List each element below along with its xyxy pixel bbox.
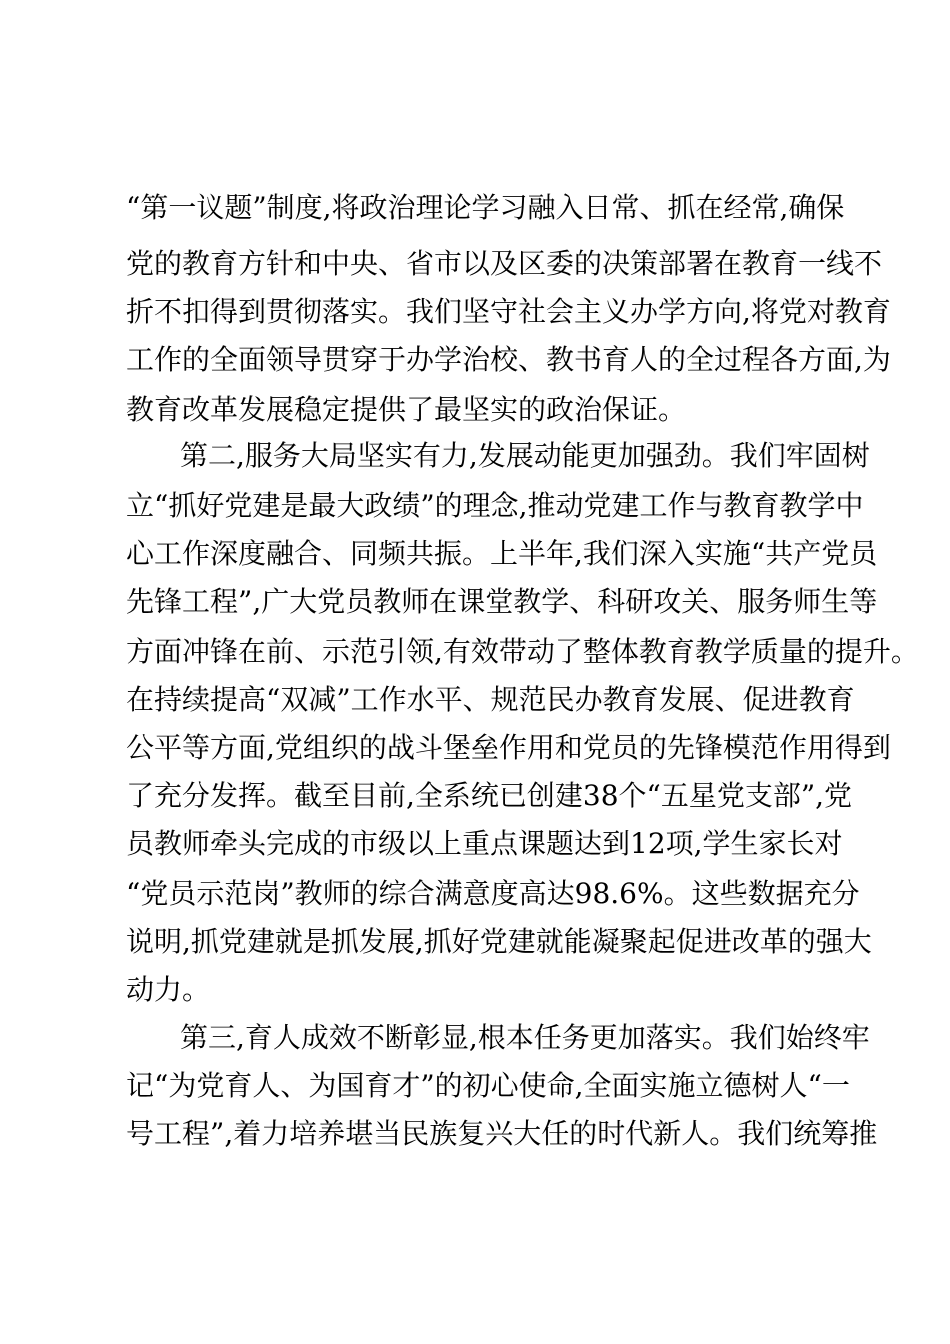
text-line-3: 折不扣得到贯彻落实。我们坚守社会主义办学方向,将党对教育 bbox=[126, 295, 891, 328]
text-line-16: 说明,抓党建就是抓发展,抓好党建就能凝聚起促进改革的强大 bbox=[126, 925, 872, 958]
text-line-9: 先锋工程”,广大党员教师在课堂教学、科研攻关、服务师生等 bbox=[126, 585, 878, 618]
text-line-8: 心工作深度融合、同频共振。上半年,我们深入实施“共产党员 bbox=[126, 537, 878, 570]
text-line-17: 动力。 bbox=[126, 973, 211, 1006]
text-line-12: 公平等方面,党组织的战斗堡垒作用和党员的先锋模范作用得到 bbox=[126, 731, 891, 764]
text-line-19: 记“为党育人、为国育才”的初心使命,全面实施立德树人“一 bbox=[126, 1069, 850, 1102]
text-line-2: 党的教育方针和中央、省市以及区委的决策部署在教育一线不 bbox=[126, 247, 883, 280]
text-line-14: 员教师牵头完成的市级以上重点课题达到12项,学生家长对 bbox=[126, 827, 843, 860]
text-line-20: 号工程”,着力培养堪当民族复兴大任的时代新人。我们统筹推 bbox=[126, 1117, 878, 1150]
text-line-6: 第二,服务大局坚实有力,发展动能更加强劲。我们牢固树 bbox=[180, 439, 870, 472]
text-line-10: 方面冲锋在前、示范引领,有效带动了整体教育教学质量的提升。 bbox=[126, 635, 919, 668]
text-line-18: 第三,育人成效不断彰显,根本任务更加落实。我们始终牢 bbox=[180, 1021, 870, 1054]
text-line-13: 了充分发挥。截至目前,全系统已创建38个“五星党支部”,党 bbox=[126, 779, 853, 812]
text-line-11: 在持续提高“双减”工作水平、规范民办教育发展、促进教育 bbox=[126, 683, 855, 716]
text-line-7: 立“抓好党建是最大政绩”的理念,推动党建工作与教育教学中 bbox=[126, 489, 864, 522]
text-line-1: “第一议题”制度,将政治理论学习融入日常、抓在经常,确保 bbox=[126, 191, 845, 224]
text-line-15: “党员示范岗”教师的综合满意度高达98.6%。这些数据充分 bbox=[126, 877, 860, 910]
text-line-5: 教育改革发展稳定提供了最坚实的政治保证。 bbox=[126, 393, 687, 426]
text-line-4: 工作的全面领导贯穿于办学治校、教书育人的全过程各方面,为 bbox=[126, 343, 891, 376]
